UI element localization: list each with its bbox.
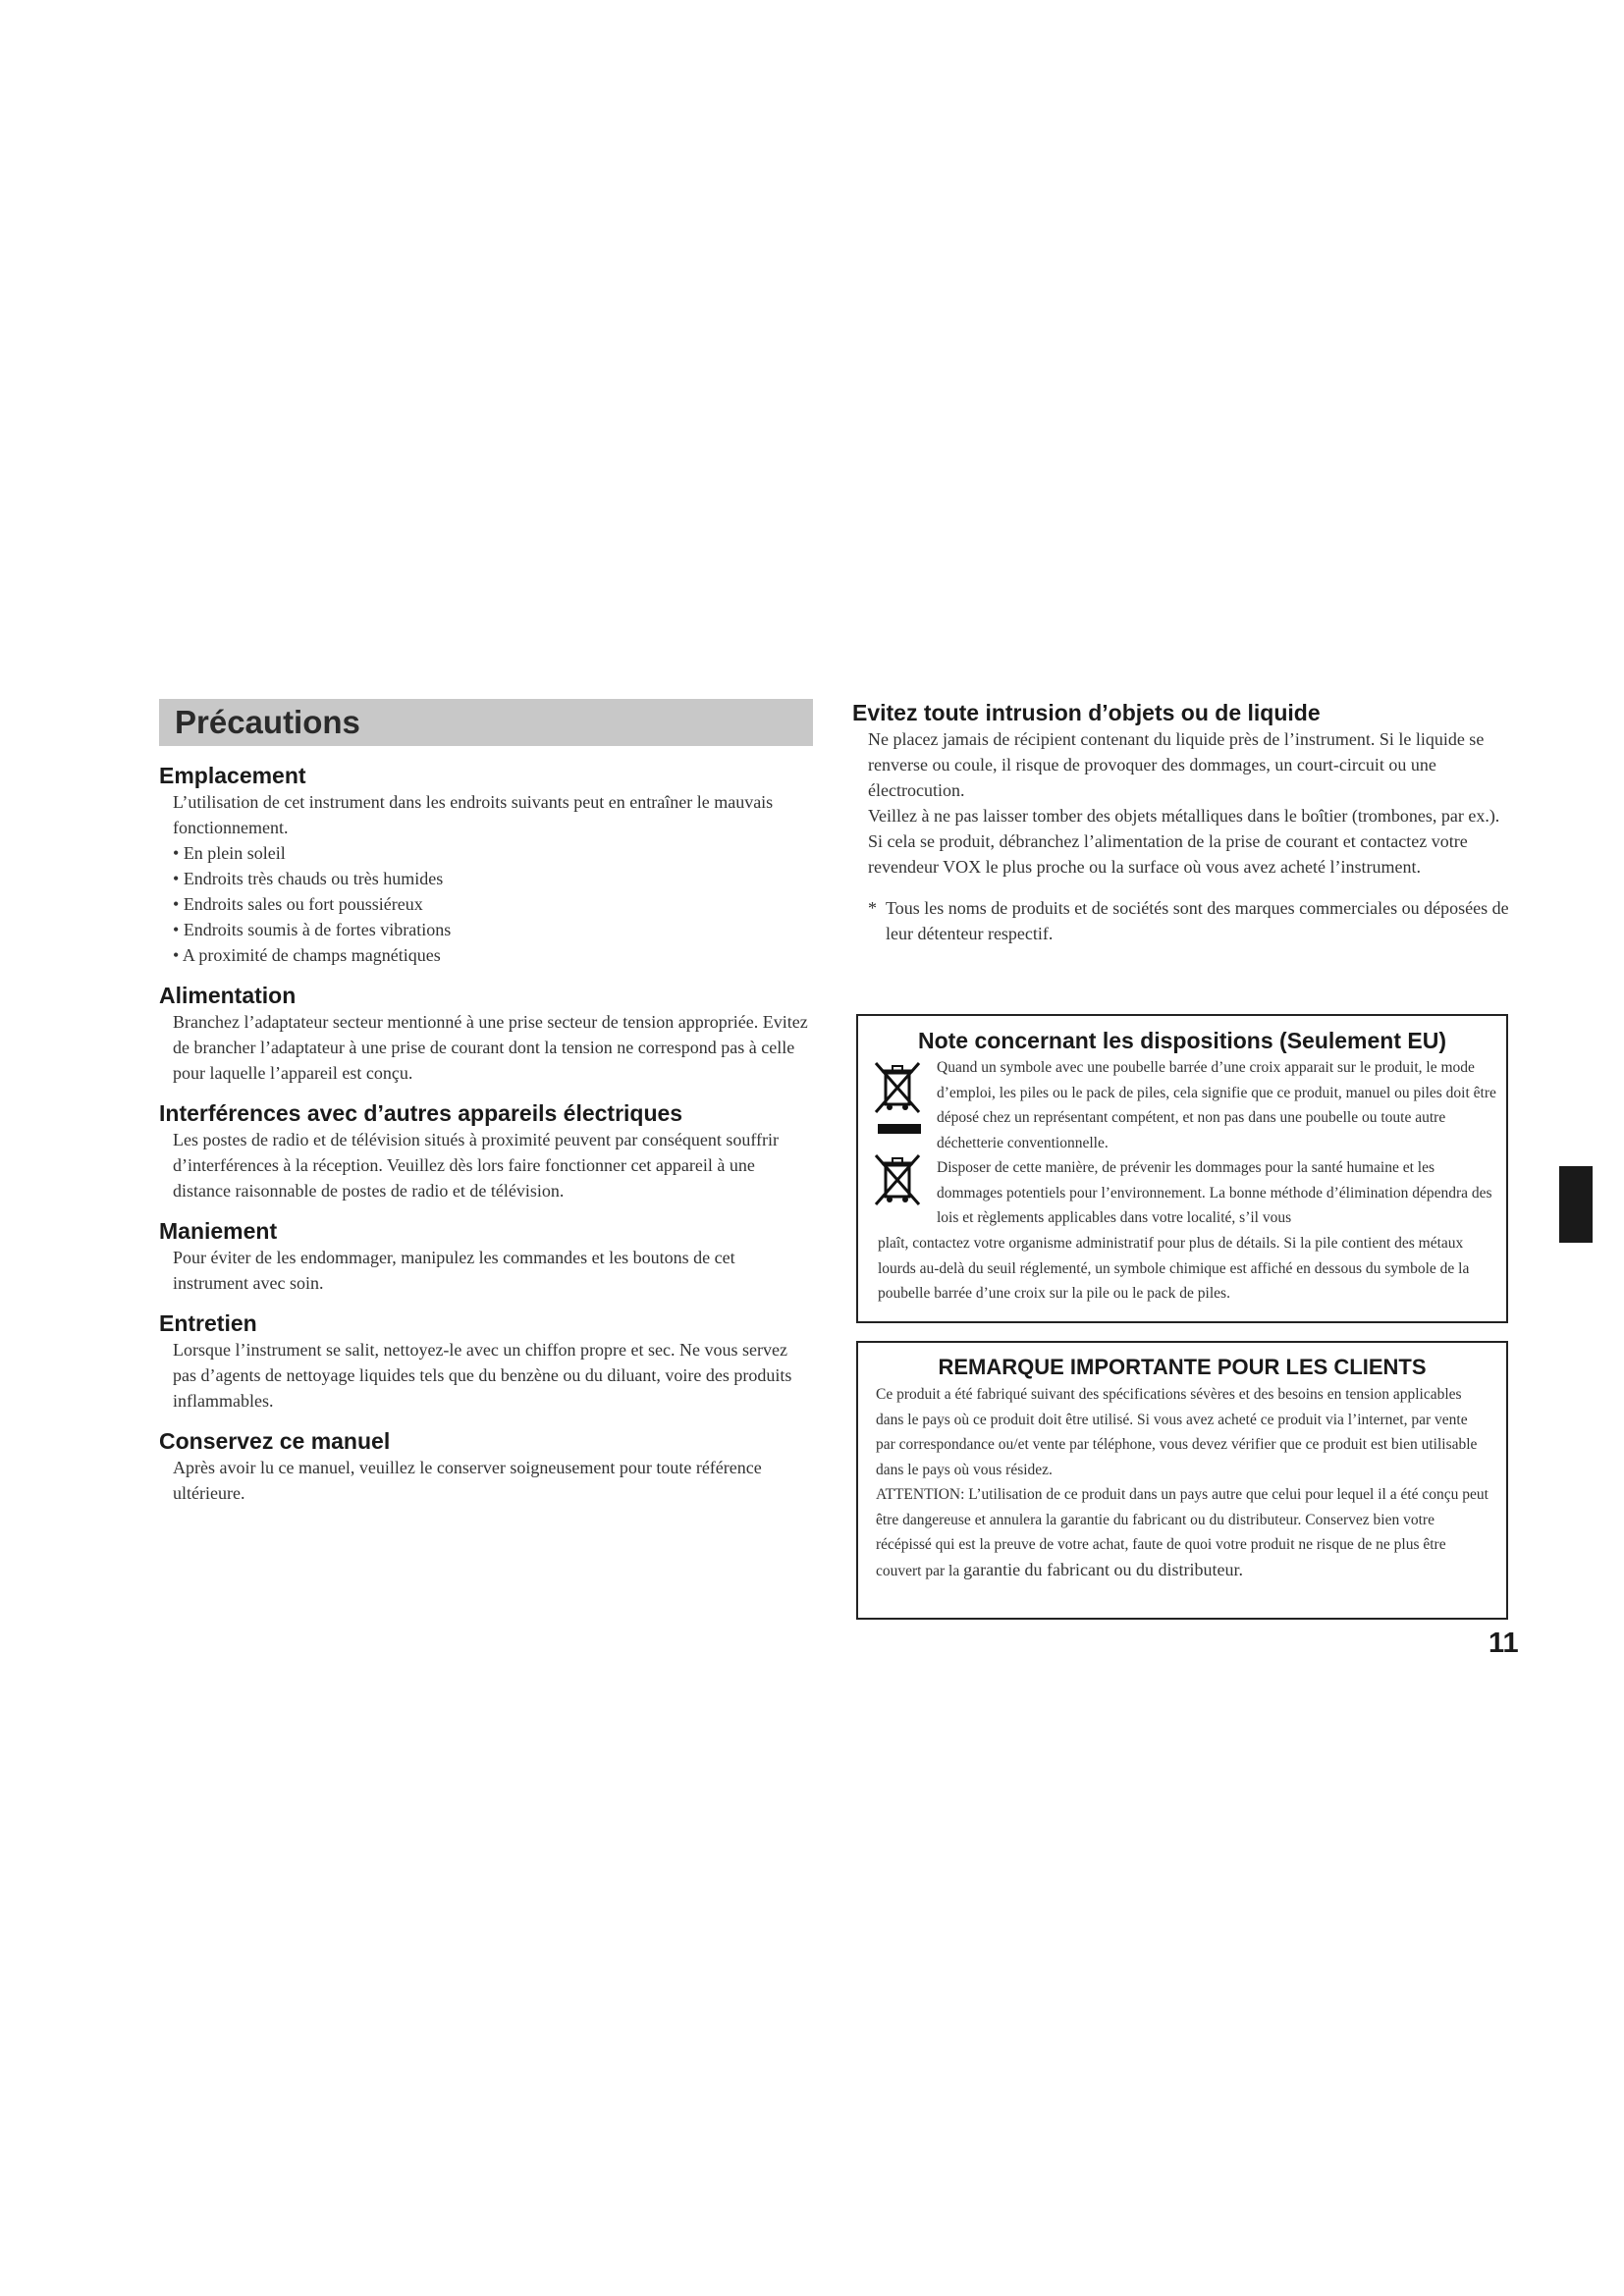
remark-p2-text: ATTENTION: L’utilisation de ce produit dans un pays autre que celui pour lequel il a été conçu peut être dangereuse et annulera la garantie du fabricant ou du distributeur. Conservez bien votre récépissé qui est la preuve de votre achat, faute de quoi votre produit ne risque de ne plus être couvert par la — [876, 1486, 1489, 1579]
eu-note-p1: Quand un symbole avec une poubelle barrée d’une croix apparait sur le produit, le mode d’emploi, les piles ou le pack de piles, cela signifie que ce produit, manuel ou piles doit être déposé chez un représentant compétent, et non pas dans une poubelle ou toute autre déchetterie conventionnelle. — [937, 1059, 1496, 1151]
intrusion-p1: Ne placez jamais de récipient contenant du liquide près de l’instrument. Si le liquide se renverse ou coule, il risque de provoquer des dommages, un court-circuit ou une électrocution. — [868, 729, 1485, 800]
list-item: • Endroits sales ou fort poussiéreux — [173, 891, 815, 917]
asterisk: * — [868, 898, 877, 918]
list-item: • Endroits très chauds ou très humides — [173, 866, 815, 891]
crossed-bin-icon — [872, 1151, 923, 1208]
trademark-text: Tous les noms de produits et de sociétés sont des marques commerciales ou déposées de leur détenteur respectif. — [886, 898, 1509, 943]
intrusion-p2: Veillez à ne pas laisser tomber des objets métalliques dans le boîtier (trombones, par ex.). Si cela se produit, débranchez l’alimentation de la prise de courant et contactez votre revendeur VOX le plus proche ou la surface où vous avez acheté l’instrument. — [868, 806, 1500, 877]
eu-note-p2-rest: plaît, contactez votre organisme administratif pour plus de détails. Si la pile contient des métaux lourds au-delà du seuil réglementé, un symbole chimique est affiché en dessous du symbole de la poubelle barrée d’une croix sur la pile ou le pack de piles. — [878, 1235, 1470, 1302]
heading-intrusion: Evitez toute intrusion d’objets ou de liquide — [852, 700, 1321, 725]
section-alimentation — [159, 982, 815, 1086]
section-thumb-tab — [1559, 1166, 1593, 1243]
important-remark — [856, 1341, 1508, 1620]
alimentation-text: Branchez l’adaptateur secteur mentionné à une prise secteur de tension appropriée. Evitez de brancher l’adaptateur à une prise de courant dont la tension ne correspond pas à celle pour laquelle l’appareil est conçu. — [173, 1012, 808, 1083]
heading-interferences: Interférences avec d’autres appareils électriques — [159, 1100, 683, 1126]
heading-maniement: Maniement — [159, 1218, 278, 1244]
emplacement-intro: L’utilisation de cet instrument dans les endroits suivants peut en entraîner le mauvais fonctionnement. — [173, 792, 774, 837]
section-conservez — [159, 1427, 815, 1506]
entretien-text: Lorsque l’instrument se salit, nettoyez-le avec un chiffon propre et sec. Ne vous servez pas d’agents de nettoyage liquides tels que du benzène ou du diluant, voire des produits inflammables. — [173, 1340, 792, 1411]
conservez-text: Après avoir lu ce manuel, veuillez le conserver soigneusement pour toute référence ultérieure. — [173, 1458, 762, 1503]
page-number: 11 — [1489, 1628, 1519, 1659]
maniement-text: Pour éviter de les endommager, manipulez les commandes et les boutons de cet instrument avec soin. — [173, 1248, 735, 1293]
heading-conservez: Conservez ce manuel — [159, 1428, 391, 1454]
left-column — [159, 699, 815, 1506]
heading-alimentation: Alimentation — [159, 983, 297, 1008]
remark-p2 — [876, 1482, 1489, 1583]
eu-note-heading: Note concernant les dispositions (Seulement EU) — [917, 1028, 1447, 1053]
eu-note-p2-indented: Disposer de cette manière, de prévenir les dommages pour la santé humaine et les dommages potentiels pour l’environnement. La bonne méthode d’élimination dépendra des lois et règlements applicables dans votre localité, s’il vous — [937, 1159, 1492, 1226]
section-emplacement — [159, 762, 815, 968]
list-item: • A proximité de champs magnétiques — [173, 942, 815, 968]
emplacement-list — [159, 840, 815, 968]
list-item: • Endroits soumis à de fortes vibrations — [173, 917, 815, 942]
trademark-note — [852, 895, 1512, 946]
section-entretien — [159, 1309, 815, 1414]
list-item: • En plein soleil — [173, 840, 815, 866]
heading-emplacement: Emplacement — [159, 763, 306, 788]
remark-p2-tail: garantie du fabricant ou du distributeur. — [963, 1559, 1244, 1579]
interferences-text: Les postes de radio et de télévision situés à proximité peuvent par conséquent souffrir d’interférences à la réception. Veuillez dès lors faire fonctionner cet appareil à une distance raisonnable de postes de radio et de télévision. — [173, 1130, 780, 1201]
crossed-bin-icon — [872, 1059, 923, 1116]
heading-entretien: Entretien — [159, 1310, 257, 1336]
bin-underline-bar — [878, 1124, 921, 1134]
eu-disposal-note — [856, 1014, 1508, 1323]
section-interferences — [159, 1099, 815, 1203]
page-title: Précautions — [159, 699, 813, 746]
section-maniement — [159, 1217, 815, 1296]
right-column — [852, 699, 1512, 946]
remark-heading: REMARQUE IMPORTANTE POUR LES CLIENTS — [938, 1355, 1427, 1379]
remark-p1: Ce produit a été fabriqué suivant des spécifications sévères et des besoins en tension applicables dans le pays où ce produit doit être utilisé. Si vous avez acheté ce produit via l’internet, par vente par correspondance ou/et vente par téléphone, vous devez vérifier que ce produit est bien utilisable dans le pays où vous résidez. — [876, 1386, 1478, 1478]
